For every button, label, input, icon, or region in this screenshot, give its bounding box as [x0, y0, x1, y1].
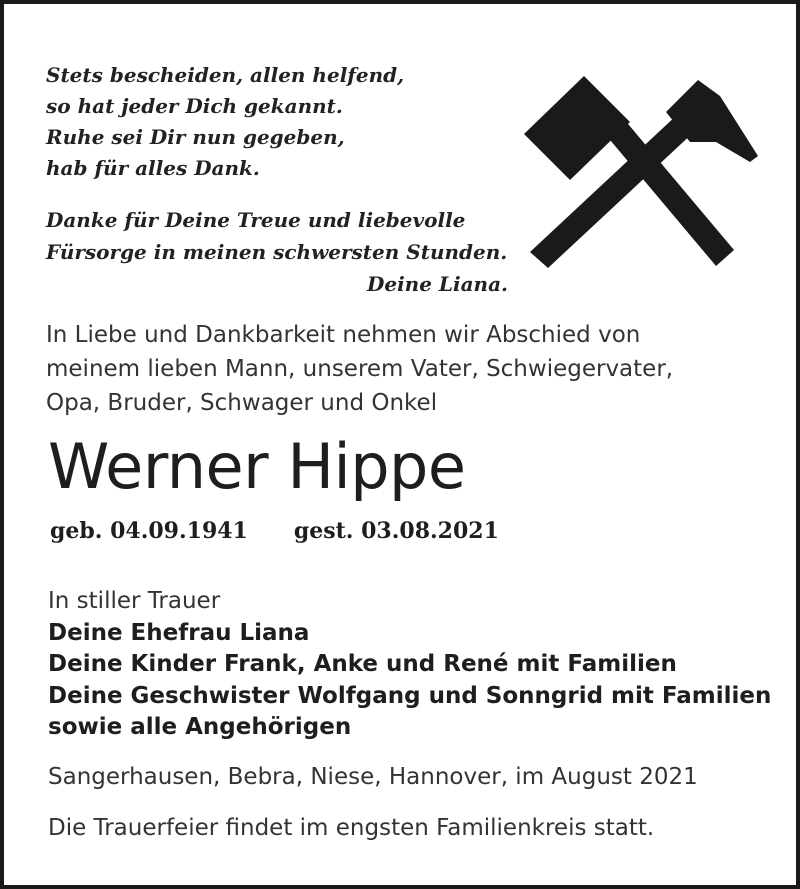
- mourners-lead: In stiller Trauer: [48, 588, 221, 614]
- pick-head: [666, 80, 758, 162]
- deceased-name: Werner Hippe: [48, 430, 466, 503]
- poem-line: Ruhe sei Dir nun gegeben,: [46, 125, 345, 149]
- poem-line: Stets bescheiden, allen helfend,: [46, 63, 405, 87]
- intro-text: [46, 318, 673, 420]
- hammer-head: [524, 76, 630, 180]
- poem-line: hab für alles Dank.: [46, 156, 260, 180]
- funeral-note: Die Trauerfeier findet im engsten Familienkreis statt.: [48, 815, 655, 841]
- mourner-entry: Deine Geschwister Wolfgang und Sonngrid mit Familien: [48, 682, 772, 709]
- mourner-entry: Deine Ehefrau Liana: [48, 619, 310, 646]
- death-date: gest. 03.08.2021: [293, 518, 499, 544]
- poem-line: so hat jeder Dich gekannt.: [46, 94, 343, 118]
- thanks-line: Fürsorge in meinen schwersten Stunden.: [46, 240, 508, 264]
- poem: [46, 60, 404, 184]
- mourners-list: [48, 586, 771, 744]
- intro-line: meinem lieben Mann, unserem Vater, Schwiegervater,: [46, 356, 674, 382]
- place-and-date: Sangerhausen, Bebra, Niese, Hannover, im August 2021: [48, 764, 698, 790]
- intro-line: Opa, Bruder, Schwager und Onkel: [46, 390, 438, 416]
- mourner-entry: Deine Kinder Frank, Anke und René mit Familien: [48, 651, 677, 677]
- intro-line: In Liebe und Dankbarkeit nehmen wir Abschied von: [46, 322, 641, 348]
- thanks-note: [46, 204, 508, 300]
- hammer-and-pick-icon: [520, 56, 760, 272]
- life-dates: [50, 516, 499, 546]
- mourner-entry: sowie alle Angehörigen: [48, 714, 352, 740]
- birth-date: geb. 04.09.1941: [50, 518, 248, 544]
- thanks-line: Danke für Deine Treue und liebevolle: [46, 208, 466, 232]
- thanks-signature: Deine Liana.: [367, 272, 508, 296]
